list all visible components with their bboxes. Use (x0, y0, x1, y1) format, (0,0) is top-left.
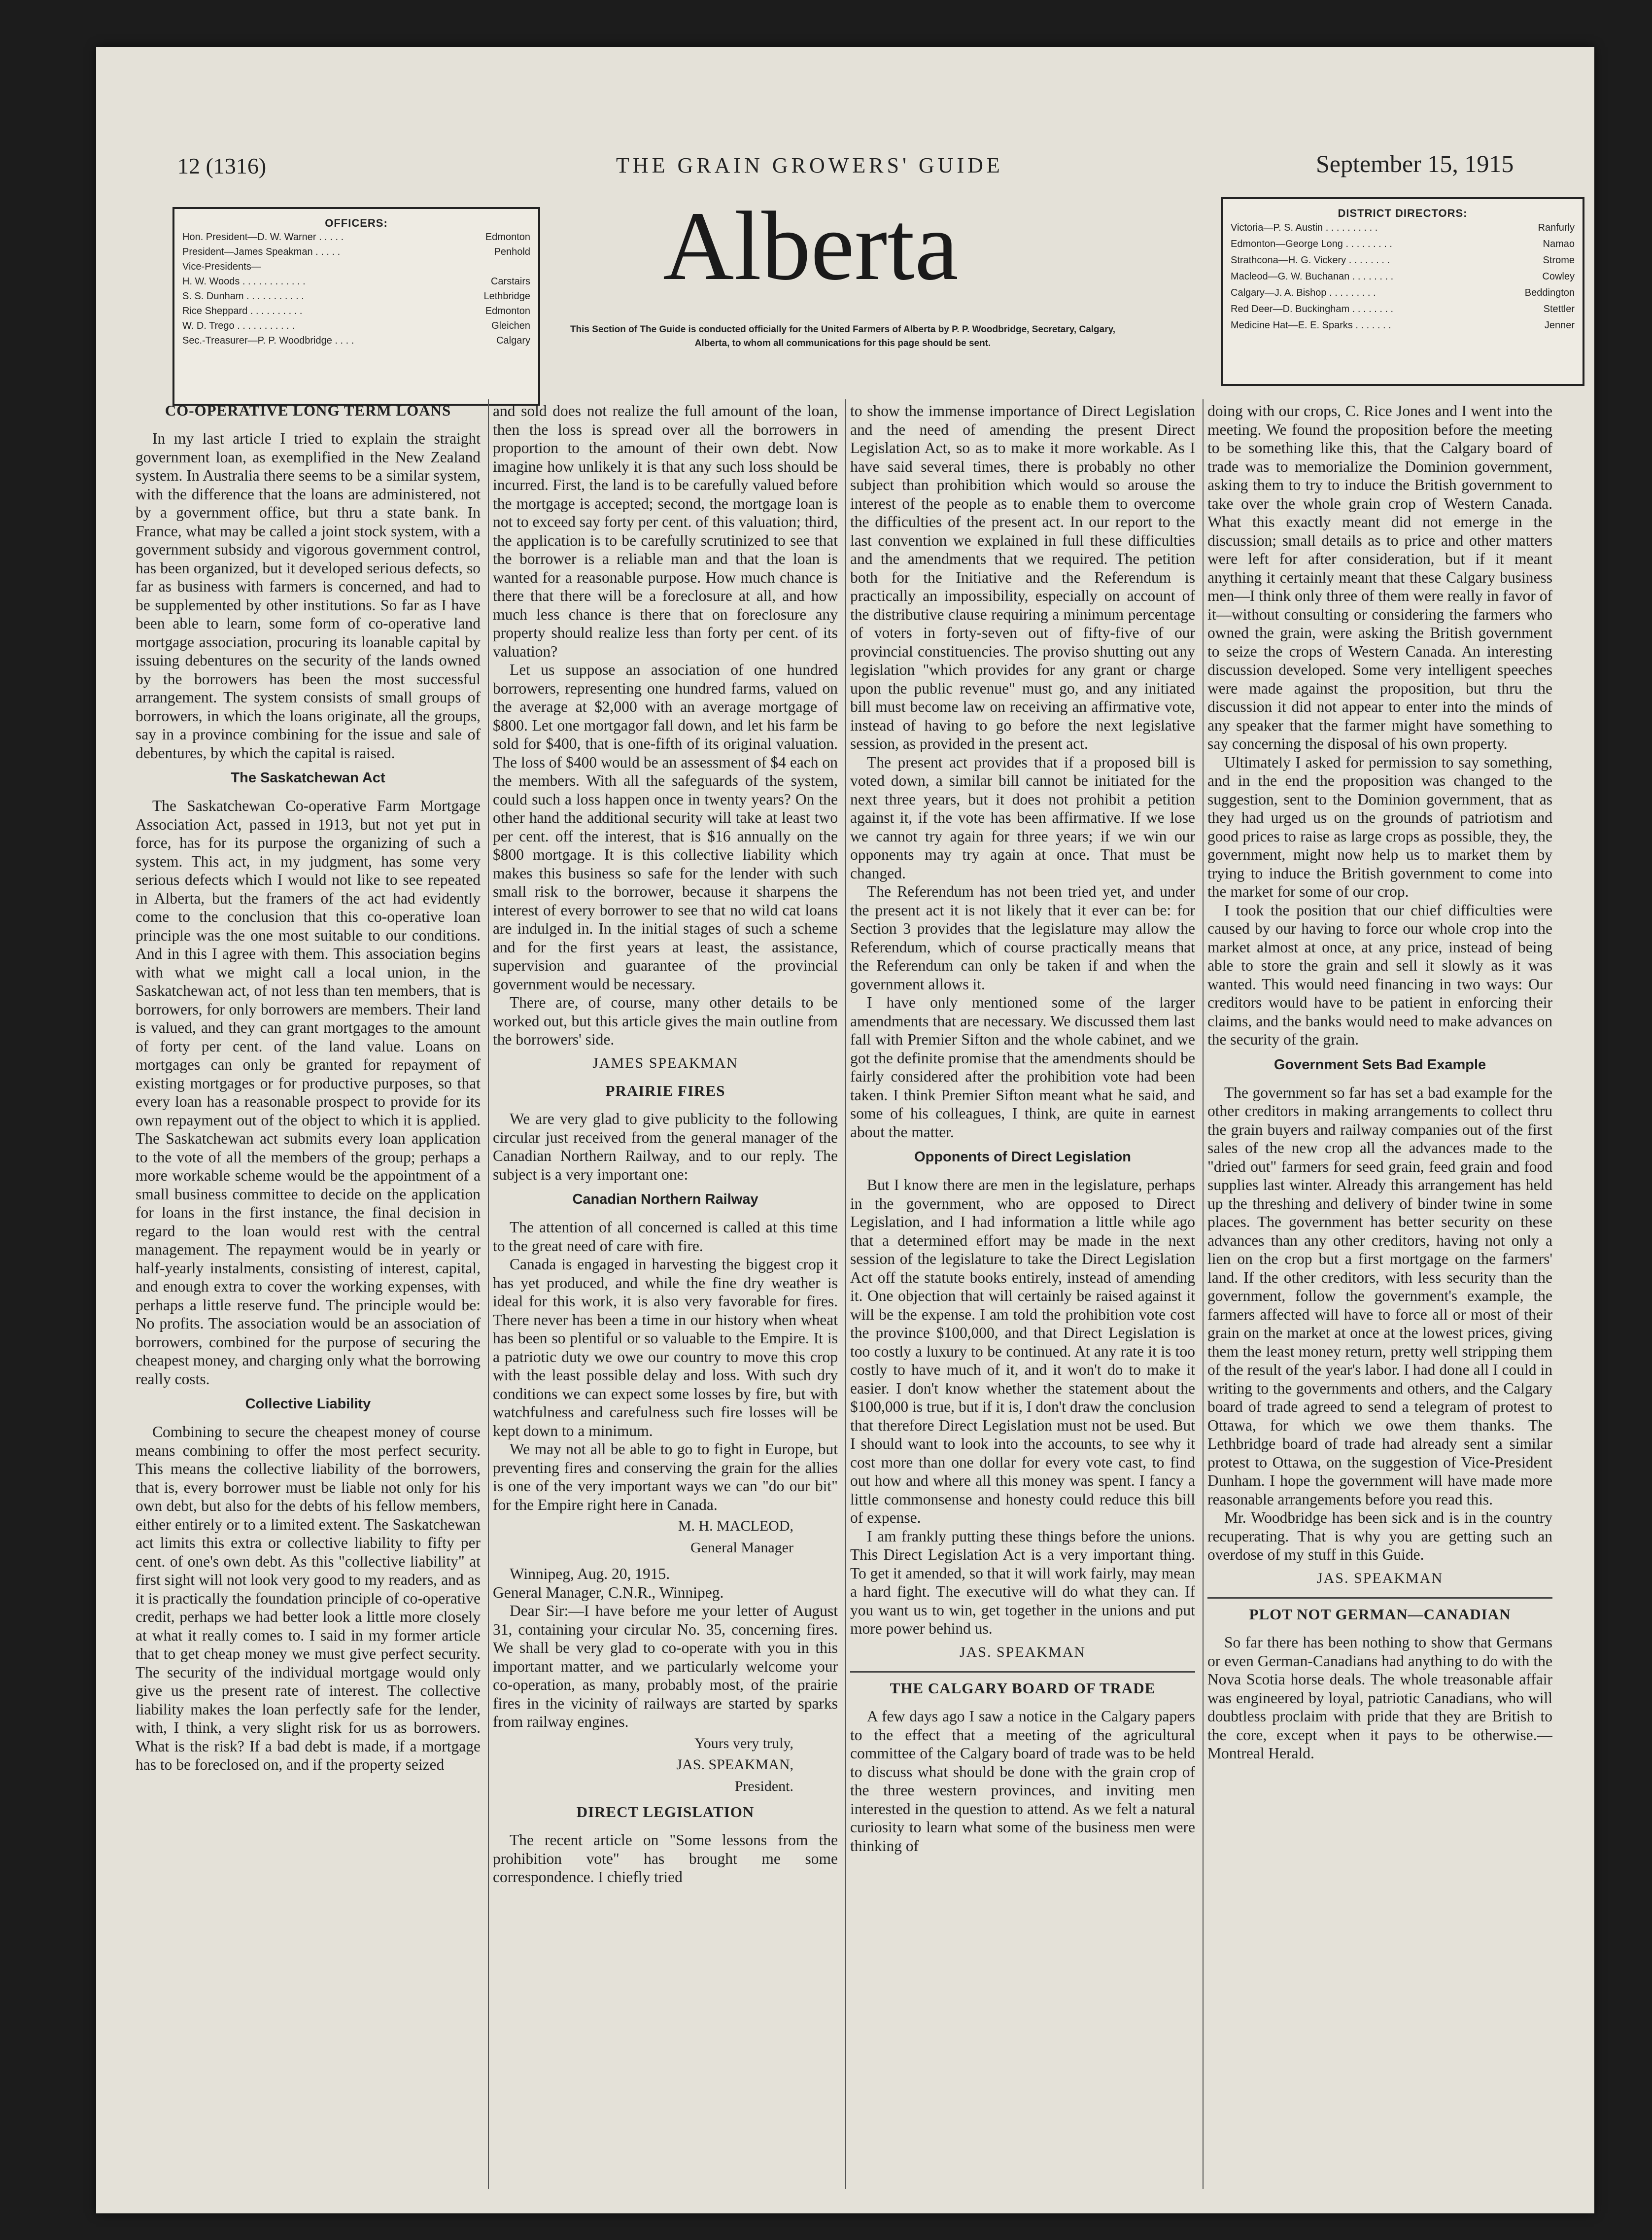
article-paragraph: We may not all be able to go to fight in Europe, but preventing fires and conserving the grain for the allies is one of the very important ways we can "do our bit" for the Empire right here in Canada. (493, 1440, 838, 1513)
officer-label: W. D. Trego . . . . . . . . . . . (182, 320, 295, 331)
signature-title: General Manager (690, 1539, 793, 1556)
director-row (1223, 269, 1583, 285)
signature: JAS. SPEAKMAN (959, 1644, 1086, 1660)
page-number: 12 (1316) (177, 153, 267, 178)
officer-row (174, 333, 538, 348)
director-row (1223, 252, 1583, 269)
director-place: Namao (1543, 239, 1575, 249)
officer-label: Hon. President—D. W. Warner . . . . . (182, 232, 344, 243)
director-label: Macleod—G. W. Buchanan . . . . . . . . (1231, 271, 1394, 282)
article-paragraph: Ultimately I asked for permission to say something, and in the end the proposition was changed to the suggestion, sent to the Dominion government, that as they had urged us on the grounds of patriotism and good prices to raise as large crops as possible, they, the government, might now help us to market them by trying to induce the British government to come into the market for some of our crop. (1207, 753, 1552, 900)
divider (850, 1671, 1195, 1673)
article-heading: DIRECT LEGISLATION (576, 1803, 755, 1820)
officer-row (174, 259, 538, 274)
dateline: Winnipeg, Aug. 20, 1915. (510, 1565, 670, 1582)
article-paragraph: Combining to secure the cheapest money of course means combining to offer the most perfect security. This means the collective liability of the borrowers, that is, every borrower must be liable not only for his own debt, but also for the debts of his fellow members, either entirely or to a limited extent. The Saskatchewan act limits this extra or collective liability to fifty per cent. of one's own debt. As this "collective liability" at first sight will not look very good to my readers, and as it is practically the foundation principle of co-operative credit, perhaps we had better look a little more closely at what it really comes to. I said in my former article that to get cheap money we must give perfect security. The security of the individual mortgage would only give us the present rate of interest. The collective liability makes the loan perfectly safe for the lender, with, I think, a very slight risk for us as borrowers. What is the risk? If a bad debt is made, if a mortgage has to be foreclosed on, and if the property seized (136, 1423, 481, 1773)
directors-box (1221, 197, 1584, 386)
officer-place: Calgary (496, 335, 530, 346)
officer-label: Sec.-Treasurer—P. P. Woodbridge . . . . (182, 335, 354, 346)
newspaper-page (96, 47, 1594, 2213)
issue-date: September 15, 1915 (1316, 150, 1514, 177)
article-heading: PLOT NOT GERMAN—CANADIAN (1249, 1606, 1511, 1623)
director-row (1223, 301, 1583, 317)
article-paragraph: So far there has been nothing to show that Germans or even German-Canadians had anything to do with the Nova Scotia horse deals. The whole treasonable affair was engineered by loyal, patriotic Canadians, who will doubtless proclaim with pride that they are British to the core, except when it pays to be otherwise.—Montreal Herald. (1207, 1634, 1552, 1762)
officer-label: S. S. Dunham . . . . . . . . . . . (182, 291, 304, 302)
article-subheading: Government Sets Bad Example (1273, 1056, 1486, 1073)
signature: JAS. SPEAKMAN, (676, 1756, 793, 1773)
article-paragraph: There are, of course, many other details to be worked out, but this article gives the main outline from the borrowers' side. (493, 994, 838, 1048)
director-label: Victoria—P. S. Austin . . . . . . . . . . (1231, 222, 1378, 233)
director-label: Edmonton—George Long . . . . . . . . . (1231, 239, 1392, 249)
addressee: General Manager, C.N.R., Winnipeg. (493, 1583, 724, 1601)
director-row (1223, 285, 1583, 301)
officer-row (174, 304, 538, 318)
article-paragraph: I have only mentioned some of the larger amendments that are necessary. We discussed them last fall with Premier Sifton and the whole cabinet, and we got the definite promise that the amendments should be fairly considered after the prohibition vote had been taken. I think Premier Sifton meant what he said, and some of his colleagues, I think, are quite in earnest about the matter. (850, 994, 1195, 1141)
director-row (1223, 236, 1583, 252)
director-label: Medicine Hat—E. E. Sparks . . . . . . . (1231, 320, 1391, 331)
article-paragraph: Mr. Woodbridge has been sick and is in the country recuperating. That is why you are getting such an overdose of my stuff in this Guide. (1207, 1509, 1552, 1563)
officers-box (172, 207, 540, 406)
officer-label: H. W. Woods . . . . . . . . . . . . (182, 276, 306, 287)
signature: JAMES SPEAKMAN (592, 1054, 738, 1071)
signature: M. H. MACLEOD, (678, 1518, 793, 1534)
officer-place: Penhold (494, 246, 530, 257)
article-heading: PRAIRIE FIRES (605, 1082, 725, 1099)
article-paragraph: Canada is engaged in harvesting the biggest crop it has yet produced, and while the fine dry weather is ideal for this work, it is also very favorable for fires. There never has been a time in our history when wheat has been so plentiful or so valuable to the Empire. It is a patriotic duty we owe our country to move this crop with the least possible delay and loss. With such dry conditions we can expect some losses by fire, but with watchfulness and carefulness such fire losses will be kept down to a minimum. (493, 1256, 838, 1439)
column-rule (1203, 399, 1204, 2189)
article-paragraph: Let us suppose an association of one hundred borrowers, representing one hundred farms, valued on the average at $2,000 with an average mortgage of $800. Let one mortgagor fall down, and let his farm be sold for $400, that is one-fifth of its original valuation. The loss of $400 would be an assessment of $4 each on the members. With all the safeguards of the system, could such a loss happen once in twenty years? On the other hand the additional security will take at least two per cent. off the interest, that is $16 annually on the $800 mortgage. It is this collective liability which makes this business so safe for the lender with such small risk to the borrower, because it sharpens the interest of every borrower to see that no wild cat loans are indulged in. In the initial stages of such a scheme and for the first years at least, the assistance, supervision and guarantee of the provincial government would be necessary. (493, 661, 838, 993)
article-subheading: Collective Liability (245, 1396, 371, 1412)
officer-label: Rice Sheppard . . . . . . . . . . (182, 306, 303, 316)
officer-row (174, 318, 538, 333)
article-paragraph: I took the position that our chief difficulties were caused by our having to force our whole crop into the market almost at once, at any price, instead of being able to store the grain and sell it slowly as it was wanted. This would need financing in two ways: Our creditors would have to be patient in enforcing their claims, and the banks would need to make advances on the security of the grain. (1207, 901, 1552, 1048)
officer-row (174, 230, 538, 245)
column-rule (488, 399, 489, 2189)
article-paragraph: But I know there are men in the legislature, perhaps in the government, who are opposed to Direct Legislation, and I had information a little while ago that a determined effort may be made in the next session of the legislature to take the Direct Legislation Act off the statute books entirely, instead of amending it. One objection that will certainly be raised against it will be the expense. I am told the prohibition vote cost the province $100,000, and that Direct Legislation is too costly a luxury to be continued. At any rate it is too costly to have much of it, and it won't do to make it easier. I don't know whether the statement about the $100,000 is true, but if it is, I don't draw the conclusion that therefore Direct Legislation must not be used. But I should want to look into the accounts, to see why it cost more than one dollar for every vote cast, to find out how and where all this money was spent. I fancy a little commonsense and honesty could reduce this bill of expense. (850, 1176, 1195, 1526)
article-subheading: Opponents of Direct Legislation (914, 1149, 1131, 1165)
officer-place: Edmonton (485, 306, 530, 316)
closing: Yours very truly, (694, 1735, 793, 1751)
article-heading: THE CALGARY BOARD OF TRADE (890, 1680, 1156, 1697)
article-paragraph: to show the immense importance of Direct Legislation and the need of amending the present Direct Legislation Act, so as to make it more workable. As I have said several times, there is probably no other subject than prohibition which would so arouse the interest of the people as to enable them to overcome the difficulties of the present act. In our report to the last convention we explained in full these difficulties and the amendments that we required. The petition both for the Initiative and the Referendum is practically an impossibility, especially on account of the distributive clause requiring a minimum percentage of voters in forty-seven out of fifty-five of our provincial constituencies. The proviso shutting out any legislation "which provides for any grant or charge upon the public revenue" must go, and any initiated bill must become law on receiving an affirmative vote, instead of having to go before the next legislative session, as provided in the present act. (850, 402, 1195, 752)
director-place: Jenner (1544, 320, 1575, 331)
article-heading: CO-OPERATIVE LONG TERM LOANS (165, 402, 451, 419)
article-paragraph: In my last article I tried to explain the straight government loan, as exemplified in the New Zealand system. In Australia there seems to be a similar system, with the difference that the loans are administered, not by a government office, but thru a state bank. In France, what may be called a joint stock system, with a government subsidy and vigorous government control, has been organized, but it developed serious defects, so far as business with farmers is concerned, and had to be supplemented by other institutions. So far as I have been able to learn, some form of co-operative land mortgage association, procuring its loanable capital by issuing debentures on the security of the lands owned by the borrowers has been the most successful arrangement. The system consists of small groups of borrowers, in which the loans originate, all the groups, say in a province combining for the issue and sale of debentures, by which the capital is raised. (136, 430, 481, 762)
article-paragraph: The attention of all concerned is called at this time to the great need of care with fire. (493, 1219, 838, 1255)
officer-row (174, 245, 538, 259)
director-place: Cowley (1542, 271, 1575, 282)
article-paragraph: doing with our crops, C. Rice Jones and I went into the meeting. We found the proposition before the meeting to be something like this, that the Calgary board of trade was to memorialize the Dominion government, asking them to try to induce the British government to take over the whole grain crop of Western Canada. What this exactly meant did not emerge in the discussion; small details as to price and other matters were left for after consideration, but if it meant anything it certainly meant that these Calgary business men—I think only three of them were really in favor of it—without consulting or considering the farmers who owned the grain, were asking the British government to seize the crops of Western Canada. An interesting discussion developed. Some very intelligent speeches were made against the proposition, but thru the discussion it did not appear to enter into the minds of any speaker that the farmer might have something to say concerning the disposal of his own property. (1207, 402, 1552, 752)
divider (1207, 1597, 1552, 1599)
director-label: Calgary—J. A. Bishop . . . . . . . . . (1231, 287, 1376, 298)
officer-label: Vice-Presidents— (182, 261, 261, 272)
column-1 (136, 402, 481, 2191)
article-subheading: Canadian Northern Railway (572, 1191, 758, 1207)
article-paragraph: A few days ago I saw a notice in the Calgary papers to the effect that a meeting of the agricultural committee of the Calgary board of trade was to be held to discuss what should be done with the grain crop of the three western provinces, and inviting men interested in the question to attend. As we felt a natural curiosity to learn what some of the business men were thinking of (850, 1708, 1195, 1855)
section-title: Alberta (663, 192, 959, 301)
column-4 (1207, 402, 1552, 2191)
article-paragraph: The present act provides that if a proposed bill is voted down, a similar bill cannot be initiated for the next three years, but it does not prohibit a petition against it, if the vote has been affirmative. If we lose we cannot try again for three years; if we win our opponents may try again at once. That must be changed. (850, 753, 1195, 882)
officers-title: OFFICERS: (325, 217, 388, 229)
officer-place: Edmonton (485, 232, 530, 243)
director-place: Ranfurly (1538, 222, 1575, 233)
officer-row (174, 289, 538, 304)
officer-label: President—James Speakman . . . . . (182, 246, 341, 257)
director-label: Strathcona—H. G. Vickery . . . . . . . . (1231, 255, 1390, 266)
director-row (1223, 220, 1583, 236)
article-paragraph: Dear Sir:—I have before me your letter of August 31, containing your circular No. 35, concerning fires. We shall be very glad to co-operate with you in this important matter, and we particularly welcome your co-operation, as many, probably most, of the prairie fires in the vicinity of railways are started by sparks from railway engines. (493, 1602, 838, 1730)
officer-place: Carstairs (490, 276, 530, 287)
directors-title: DISTRICT DIRECTORS: (1338, 207, 1468, 219)
article-paragraph: and sold does not realize the full amount of the loan, then the loss is spread over all the borrowers in proportion to the amount of their own debt. Now imagine how unlikely it is that any such loss should be incurred. First, the land is to be carefully valued before the mortgage is accepted; second, the mortgage loan is not to exceed say forty per cent. of this valuation; third, the application is to be carefully scrutinized to see that the borrower is a reliable man and that the loan is wanted for a reasonable purpose. How much chance is there that there will be a foreclosure at all, and how much less chance is there that on foreclosure any property should realize less than forty per cent. of its valuation? (493, 402, 838, 660)
signature: JAS. SPEAKMAN (1316, 1570, 1444, 1586)
officer-row (174, 274, 538, 289)
director-place: Stettler (1543, 304, 1575, 315)
article-paragraph: The government so far has set a bad example for the other creditors in making arrangements to collect thru the grain buyers and railway companies out of the first sales of the new crop all the advances made to the "dried out" farmers for seed grain, feed grain and food supplies last winter. Already this arrangement has held up the threshing and delivery of binder twine in some places. The government has better security on these advances than any other creditors, having not only a lien on the crop but a first mortgage on the farmers' land. If the other creditors, with less security than the government, follow the government's example, the farmers affected will have to force all or most of their grain on the market at once at the lowest prices, giving them the least money return, pretty well stripping them of the result of the year's labor. I had done all I could in writing to the governments and others, and the Calgary board of trade agreed to send a telegram of protest to Ottawa, for which we owe them thanks. The Lethbridge board of trade had already sent a similar protest to Ottawa, on the suggestion of Vice-President Dunham. I hope the government will have made more reasonable arrangements before you read this. (1207, 1084, 1552, 1508)
masthead: THE GRAIN GROWERS' GUIDE (616, 153, 1003, 177)
director-place: Strome (1543, 255, 1575, 266)
signature-title: President. (734, 1778, 793, 1794)
article-paragraph: The Saskatchewan Co-operative Farm Mortgage Association Act, passed in 1913, but not yet put in force, has for its purpose the organizing of such a system. This act, in my judgment, has some very serious defects which I would not like to see repeated in Alberta, but the framers of the act had evidently come to the conclusion that this co-operative loan principle was the one most suitable to our conditions. And in this I agree with them. This association begins with what we might call a local union, in the Saskatchewan act, of not less than ten members, that is borrowers, for only borrowers are members. Their land is valued, and they can grant mortgages to the amount of forty per cent. of the land value. Loans on mortgages can only be granted for repayment of existing mortgages or for productive purposes, so that every loan has a reasonable prospect to provide for its own repayment out of the object to which it is applied. The Saskatchewan act submits every loan application to the vote of all the members of the group; perhaps a more workable scheme would be the appointment of a small business committee to decide on the application for loans in the first instance, the final decision in regard to the loan would rest with the central management. The repayment would be in yearly or half-yearly instalments, consisting of interest, capital, and enough extra to cover the working expenses, with perhaps a little reserve fund. The principle would be: No profits. The association would be an association of borrowers, combined for the purpose of securing the cheapest money, and charging only what the borrowing really costs. (136, 797, 481, 1388)
article-paragraph: The recent article on "Some lessons from the prohibition vote" has brought me some correspondence. I chiefly tried (493, 1831, 838, 1886)
officer-place: Gleichen (491, 320, 530, 331)
article-paragraph: The Referendum has not been tried yet, and under the present act it is not likely that it ever can be: for Section 3 provides that the legislature may allow the Referendum, which of course practically means that the Referendum can only be taken if and when the government allows it. (850, 883, 1195, 993)
director-label: Red Deer—D. Buckingham . . . . . . . . (1231, 304, 1394, 315)
column-rule (845, 399, 846, 2189)
article-subheading: The Saskatchewan Act (231, 770, 385, 786)
officer-place: Lethbridge (483, 291, 530, 302)
article-paragraph: I am frankly putting these things before the unions. This Direct Legislation Act is a very important thing. To get it amended, so that it will work fairly, may mean a hard fight. The executive will do what they can. If you want us to win, get together in the unions and put more power behind us. (850, 1527, 1195, 1637)
director-row (1223, 317, 1583, 334)
section-subtitle: This Section of The Guide is conducted officially for the United Farmers of Alberta by P. P. Woodbridge, Secretary, Calgary, Alberta, to whom all communications for this page should be sent. (570, 324, 1116, 349)
director-place: Beddington (1524, 287, 1575, 298)
article-paragraph: We are very glad to give publicity to the following circular just received from the general manager of the Canadian Northern Railway, and to our reply. The subject is a very important one: (493, 1110, 838, 1183)
column-3 (850, 402, 1195, 2191)
column-2 (493, 402, 838, 2191)
